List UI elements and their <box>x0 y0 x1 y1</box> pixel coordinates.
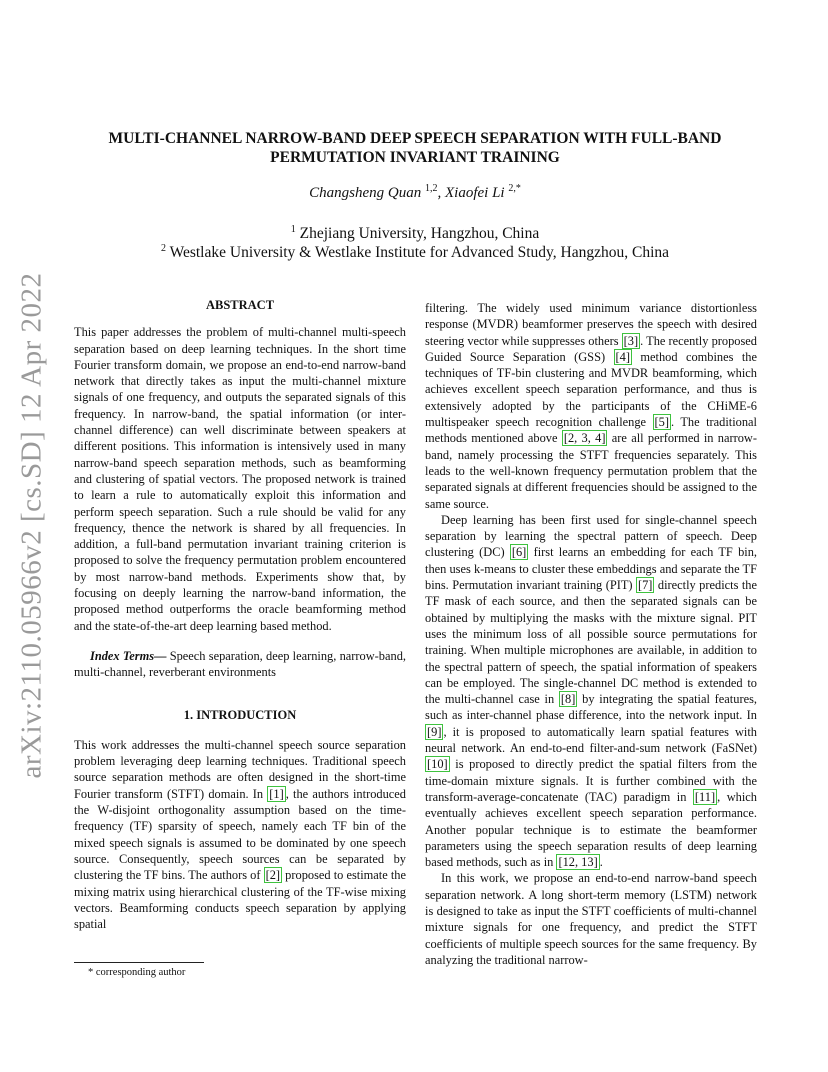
right-paragraph-2 <box>425 512 757 871</box>
citation-link[interactable]: [11] <box>694 789 716 804</box>
author-2: Xiaofei Li <box>445 185 505 201</box>
citation-link[interactable]: [6] <box>511 545 527 560</box>
intro-text: This work addresses the multi-channel speech source separation problem leveraging deep learning techniques. Traditional speech source separation methods are often designed in the short-time Fourier transform (STFT) domain. In <box>74 737 406 801</box>
citation-link[interactable]: [2, 3, 4] <box>563 431 606 446</box>
body-text: first learns an embedding for each TF bin, then uses k-means to cluster these embeddings and separate the TF bins. Permutation invariant training (PIT) <box>425 545 757 593</box>
author-1-affil: 1,2 <box>425 183 438 194</box>
affiliation-1 <box>70 225 760 243</box>
intro-text: proposed to estimate the mixing matrix using hierarchical clustering of the TF-wise mixing vectors. Beamforming conducts speech separation by applying spatial <box>74 868 406 932</box>
body-text: by integrating the spatial features, such as inter-channel phase difference, into the network input. In <box>425 692 757 723</box>
intro-text: , the authors introduced the W-disjoint orthogonality assumption based on the time-frequency (TF) sparsity of speech, namely each TF bin of the mixed speech signals is assumed to be dominated by one speech source. Consequently, speech sources can be separated by clustering the TF bins. The authors of <box>74 786 406 883</box>
body-text: directly predicts the TF mask of each source, and then the separated signals can be obtained by multiplying the masks with the mixture signal. PIT uses the minimum loss of all possible source permutations for training. When multiple microphones are available, in addition to the spectral pattern of speech, the spatial information of speakers can be employed. The single-channel DC method is extended to the multi-channel case in <box>425 578 757 707</box>
citation-link[interactable]: [3] <box>623 333 639 348</box>
right-paragraph-3: In this work, we propose an end-to-end narrow-band speech separation network. A long short-term memory (LSTM) network is designed to take as input the STFT coefficients of multi-channel mixture signals for one frequency, and predict the STFT coefficients of multiple speech sources for the same frequency. By analyzing the traditional narrow- <box>425 871 757 967</box>
affiliation-2 <box>70 244 760 262</box>
title-line-2: PERMUTATION INVARIANT TRAINING <box>270 149 560 166</box>
index-terms-text: Speech separation, deep learning, narrow-band, multi-channel, reverberant environments <box>74 648 406 680</box>
body-text: is proposed to directly predict the spatial filters from the time-domain mixture signals. It is further combined with the transform-average-concatenate (TAC) paradigm in <box>425 757 757 804</box>
index-terms <box>74 648 406 681</box>
footnote: * corresponding author <box>88 967 186 978</box>
citation-link[interactable]: [10] <box>427 757 448 772</box>
right-paragraph-1 <box>425 300 757 512</box>
affil-1-number: 1 <box>290 224 296 235</box>
body-text: . The recently proposed Guided Source Separation (GSS) <box>425 333 757 364</box>
paper-title <box>90 129 740 167</box>
citation-link[interactable]: [5] <box>654 415 669 430</box>
index-terms-label: Index Terms— <box>90 648 167 663</box>
affil-2-text: Westlake University & Westlake Institute for Advanced Study, Hangzhou, China <box>169 244 670 261</box>
author-1: Changsheng Quan <box>309 185 422 201</box>
body-text: Deep learning has been first used for single-channel speech separation by learning the spectral pattern of speech. Deep clustering (DC) <box>425 512 757 560</box>
author-2-affil: 2,* <box>508 183 521 194</box>
body-text: filtering. The widely used minimum variance distortionless response (MVDR) beamformer preserves the speech with desired steering vector while suppresses others <box>425 301 757 348</box>
footnote-divider <box>74 962 204 963</box>
body-text: method combines the techniques of TF-bin clustering and MVDR beamforming, which achieves excellent speech separation performance, and thus is extensively adopted by the participants of the CHiME-6 multispeaker speech recognition challenge <box>425 349 757 430</box>
introduction-heading: 1. INTRODUCTION <box>183 707 297 722</box>
affil-1-text: Zhejiang University, Hangzhou, China <box>299 225 540 242</box>
abstract-body: This paper addresses the problem of multi-channel multi-speech separation based on deep learning techniques. In the short time Fourier transform domain, we propose an end-to-end narrow-band network that directly takes as input the multi-channel mixture signals of one frequency, and outputs the separated signals of this frequency. In narrow-band, the spatial information (or inter-channel difference) can well discriminate between speakers at different positions. This information is intensively used in many narrow-band speech separation methods, such as beamforming and clustering of spatial vectors. The proposed network is trained to learn a rule to automatically exploit this information and perform speech separation. Such a rule should be valid for any frequency, thence the network is shared by all frequencies. In addition, a full-band permutation invariant training criterion is proposed to solve the frequency permutation problem encountered by most narrow-band methods. Experiments show that, by focusing on deeply learning the narrow-band information, the proposed method outperforms the oracle beamforming method and the state-of-the-art deep learning based method. <box>74 325 406 633</box>
affil-2-number: 2 <box>160 243 166 254</box>
left-column <box>74 297 406 932</box>
right-column <box>425 300 757 968</box>
citation-link[interactable]: [9] <box>427 724 442 739</box>
citation-link[interactable]: [12, 13] <box>558 855 598 870</box>
body-text: , it is proposed to automatically learn spatial features with neural network. An end-to-end filter-and-sum network (FaSNet) <box>425 724 757 756</box>
arxiv-identifier <box>12 271 52 779</box>
body-text: are all performed in narrow-band, namely processing the STFT frequencies separately. This leads to the well-known frequency permutation problem that the separated signals at different frequencies should be assigned to the same source. <box>425 431 757 511</box>
title-line-1: MULTI-CHANNEL NARROW-BAND DEEP SPEECH SEPARATION WITH FULL-BAND <box>108 130 722 147</box>
body-text: . <box>599 855 603 870</box>
abstract-heading: ABSTRACT <box>205 298 275 312</box>
body-text: . The traditional methods mentioned above <box>425 415 758 446</box>
citation-link[interactable]: [2] <box>265 868 281 883</box>
citation-link[interactable]: [7] <box>637 578 653 593</box>
arxiv-id-text: arXiv:2110.05966v2 [cs.SD] 12 Apr 2022 <box>15 271 48 779</box>
intro-paragraph-1 <box>74 737 406 933</box>
author-line <box>90 185 740 202</box>
citation-link[interactable]: [4] <box>615 349 630 364</box>
citation-link[interactable]: [1] <box>269 786 284 801</box>
citation-link[interactable]: [8] <box>560 692 576 707</box>
author-separator: , <box>437 185 445 201</box>
body-text: , which eventually achieves excellent speech separation performance. Another popular technique is to estimate the beamformer parameters using the speech separation results of deep learning based methods, such as in <box>425 789 757 870</box>
